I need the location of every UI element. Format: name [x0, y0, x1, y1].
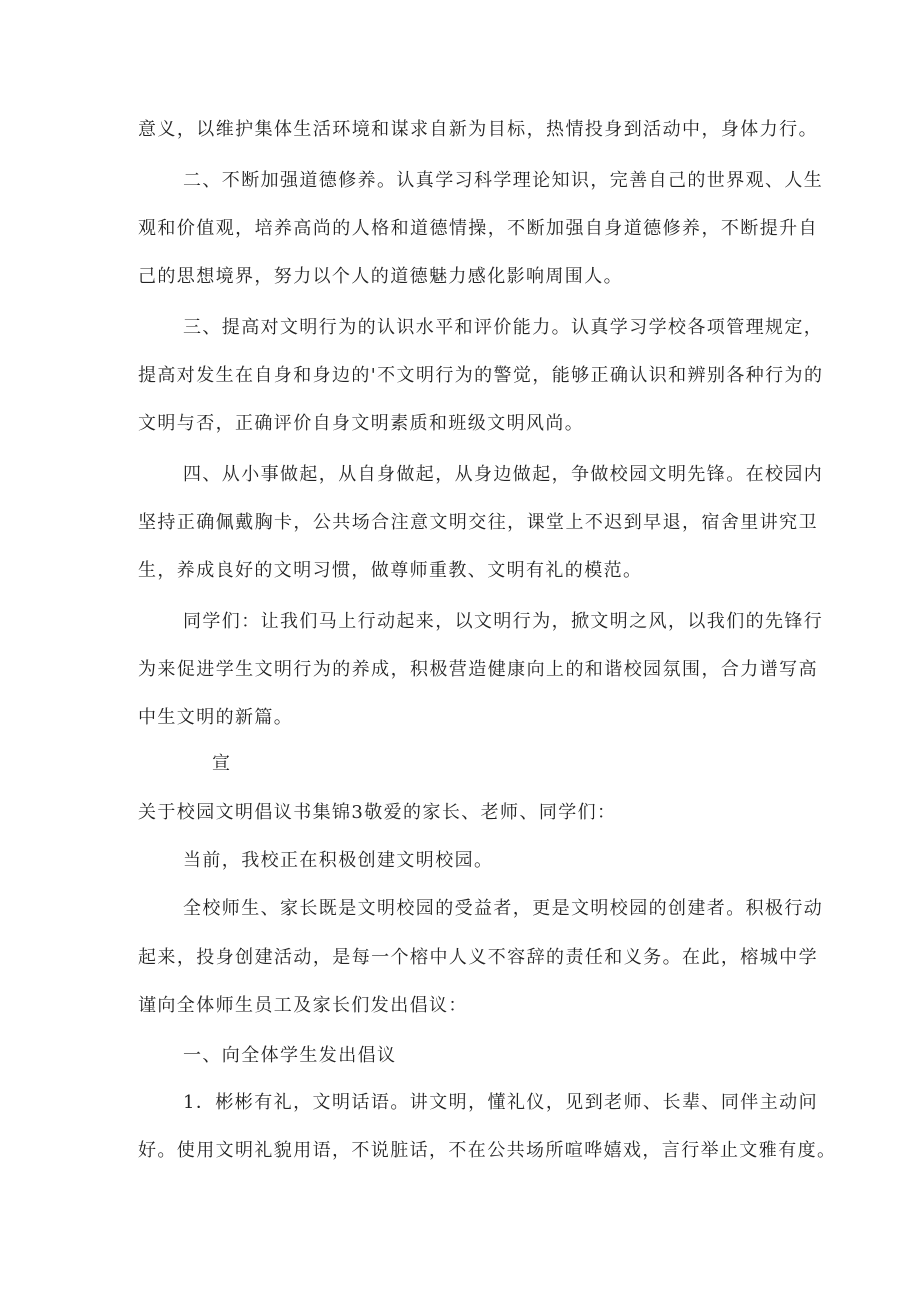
text-line: 观和价值观，培养高尚的人格和道德情操，不断加强自身道德修养，不断提升自: [138, 218, 818, 239]
text-line: 提高对发生在自身和身边的'不文明行为的警觉，能够正确认识和辨别各种行为的: [138, 365, 824, 386]
text-line: 意义，以维护集体生活环境和谋求自新为目标，热情投身到活动中，身体力行。: [138, 119, 818, 140]
text-line: 1．彬彬有礼，文明话语。讲文明，懂礼仪，见到老师、长辈、同伴主动问: [183, 1092, 818, 1113]
text-line: 二、不断加强道德修养。认真学习科学理论知识，完善自己的世界观、人生: [183, 170, 824, 191]
heading-line: 关于校园文明倡议书集锦3敬爱的家长、老师、同学们：: [138, 802, 617, 823]
text-line: 好。使用文明礼貌用语，不说脏话，不在公共场所喧哗嬉戏，言行举止文雅有度。: [138, 1140, 837, 1161]
text-line: 同学们：让我们马上行动起来，以文明行为，掀文明之风，以我们的先锋行: [183, 611, 824, 632]
text-line: 起来，投身创建活动，是每一个榕中人义不容辞的责任和义务。在此，榕城中学: [138, 947, 818, 968]
list-heading: 一、向全体学生发出倡议: [183, 1045, 397, 1066]
text-line: 中生文明的新篇。: [138, 707, 294, 728]
section-label: 宣: [212, 753, 232, 774]
text-line: 文明与否，正确评价自身文明素质和班级文明风尚。: [138, 413, 585, 434]
text-line: 四、从小事做起，从自身做起，从身边做起，争做校园文明先锋。在校园内: [183, 464, 824, 485]
text-line: 坚持正确佩戴胸卡，公共场合注意文明交往，课堂上不迟到早退，宿舍里讲究卫: [138, 512, 818, 533]
text-line: 生，养成良好的文明习惯，做尊师重教、文明有礼的模范。: [138, 560, 643, 581]
text-line: 己的思想境界，努力以个人的道德魅力感化影响周围人。: [138, 266, 623, 287]
text-line: 为来促进学生文明行为的养成，积极营造健康向上的和谐校园氛围，合力谱写高: [138, 659, 818, 680]
text-line: 三、提高对文明行为的认识水平和评价能力。认真学习学校各项管理规定，: [183, 317, 824, 338]
text-line: 当前，我校正在积极创建文明校园。: [183, 850, 494, 871]
text-line: 谨向全体师生员工及家长们发出倡议：: [138, 995, 468, 1016]
text-line: 全校师生、家长既是文明校园的受益者，更是文明校园的创建者。积极行动: [183, 898, 824, 919]
